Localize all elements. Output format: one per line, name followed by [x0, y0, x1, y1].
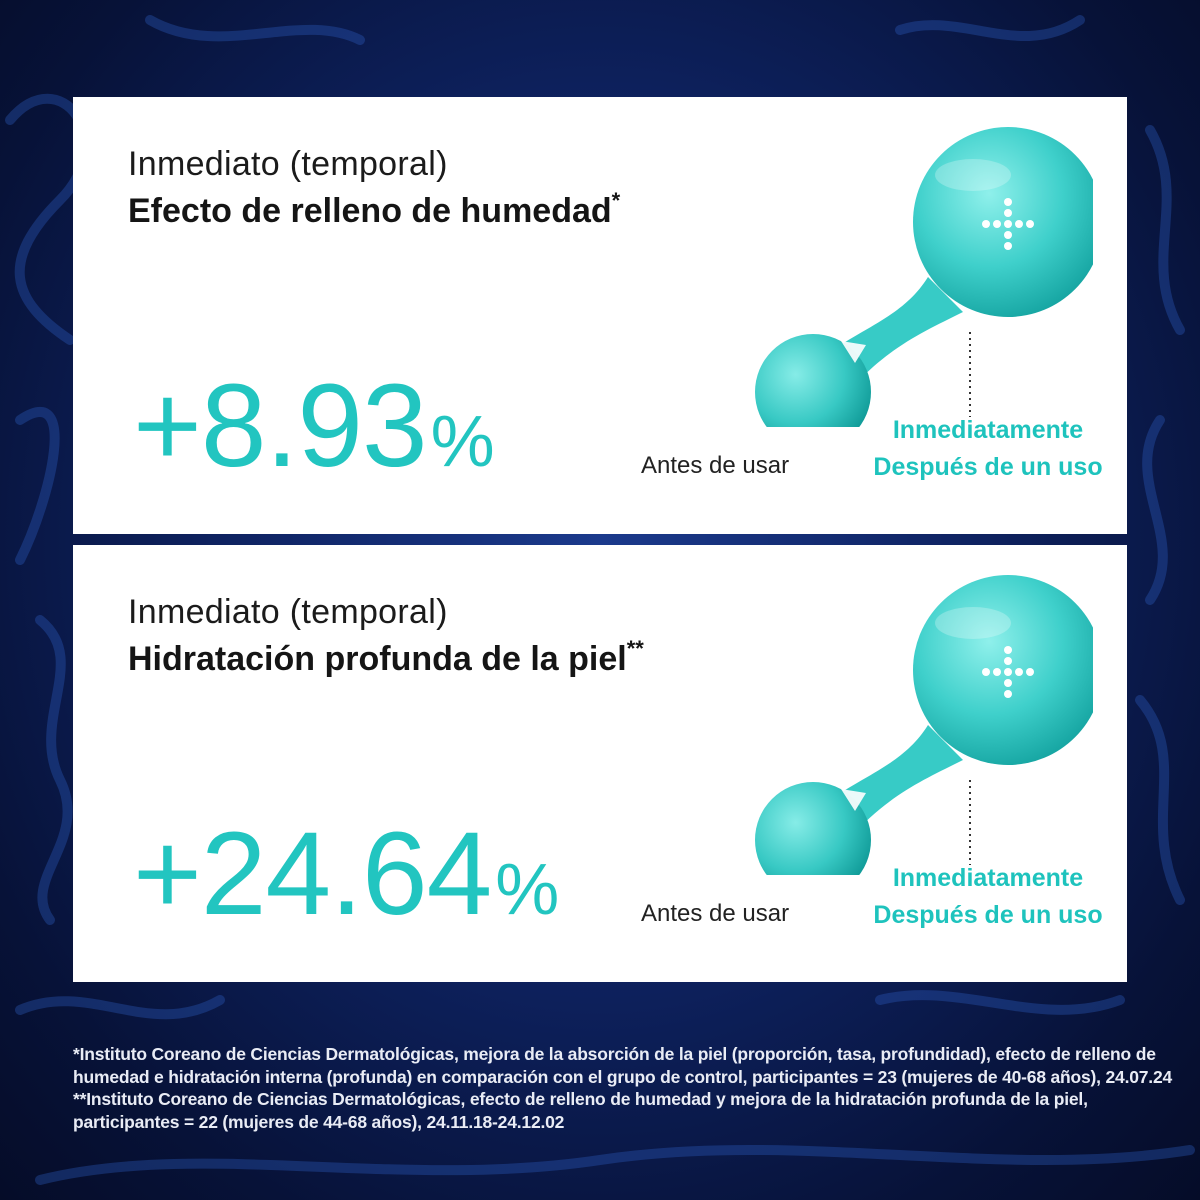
before-use-label: Antes de usar [641, 452, 790, 479]
after-use-label [858, 860, 1118, 934]
stat-percentage [133, 808, 559, 949]
card-headline-text: Efecto de relleno de humedad [128, 192, 612, 230]
water-drop-illustration [673, 575, 1093, 875]
stat-unit: % [495, 850, 559, 930]
after-use-line1: Inmediatamente [892, 864, 1084, 892]
result-card-moisture-fill [73, 97, 1127, 534]
after-use-line1: Inmediatamente [892, 416, 1084, 444]
stat-value: +24.64 [133, 808, 492, 940]
footnote-mark: * [611, 188, 621, 213]
after-use-line2: Después de un uso [873, 453, 1103, 481]
water-drop-illustration [673, 127, 1093, 427]
stat-unit: % [430, 402, 494, 482]
card-subtitle: Inmediato (temporal) [128, 145, 448, 183]
after-use-line2: Después de un uso [873, 901, 1103, 929]
after-use-label [858, 412, 1118, 486]
stat-percentage [133, 360, 494, 501]
stat-value: +8.93 [133, 360, 427, 492]
before-use-label: Antes de usar [641, 900, 790, 927]
footnote-mark: ** [626, 636, 644, 661]
card-headline-text: Hidratación profunda de la piel [128, 640, 627, 678]
card-headline [128, 636, 644, 679]
card-subtitle: Inmediato (temporal) [128, 593, 448, 631]
result-card-deep-hydration [73, 545, 1127, 982]
card-headline [128, 188, 621, 231]
footnote-text: *Instituto Coreano de Ciencias Dermatológicas, mejora de la absorción de la piel (proporción, tasa, profundidad), efecto de relleno de humedad e hidratación interna (profunda) en comparación con el grupo de control, participantes = 23 (mujeres de 40-68 años), 24.07.24 **Instituto Coreano de Ciencias Dermatológicas, efecto de relleno de humedad y mejora de la hidratación profunda de la piel, participantes = 22 (mujeres de 44-68 años), 24.11.18-24.12.02 [73, 1044, 1173, 1132]
